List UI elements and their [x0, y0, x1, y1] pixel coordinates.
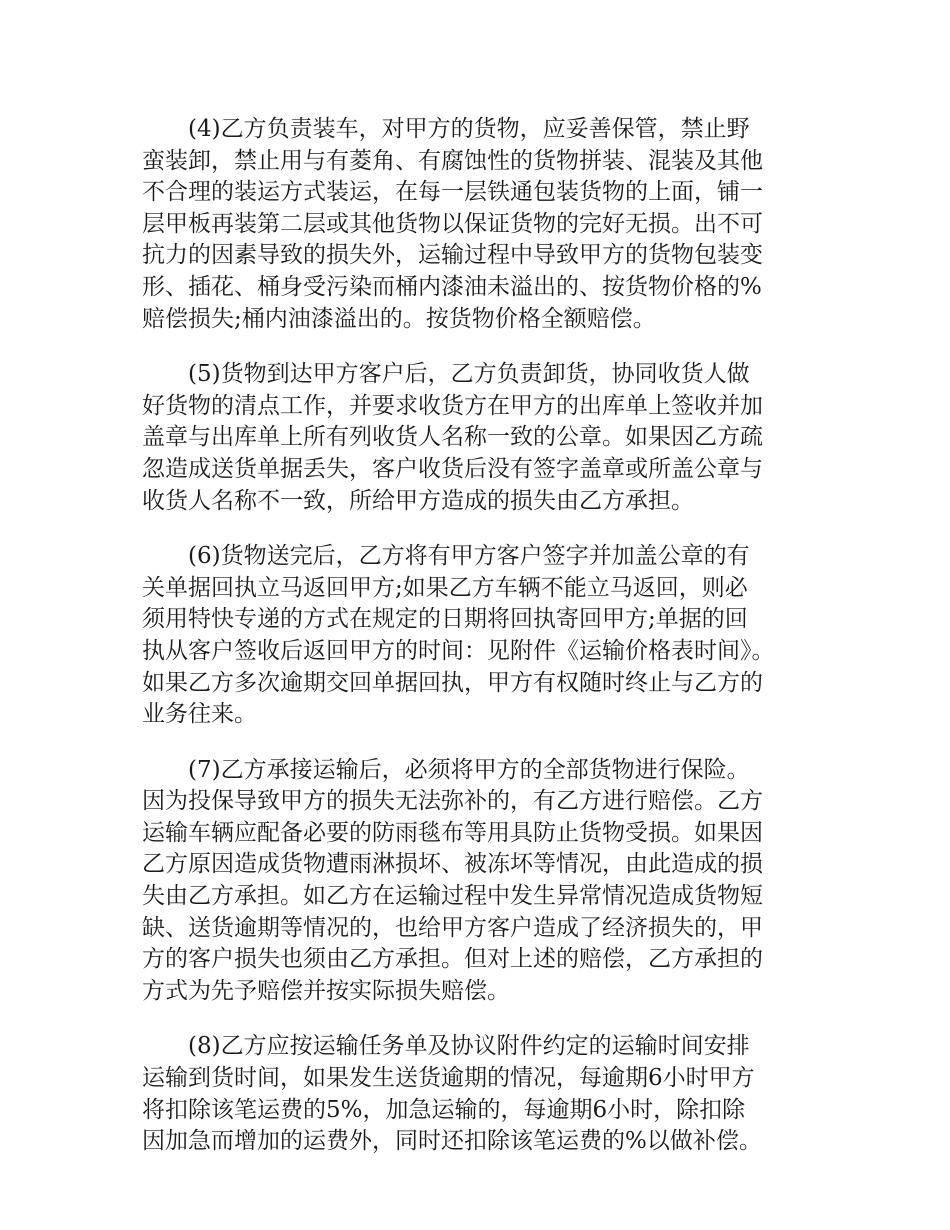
paragraph-5 — [142, 359, 822, 517]
paragraph-line: 蛮装卸，禁止用与有菱角、有腐蚀性的货物拼装、混装及其他 — [142, 147, 763, 174]
paragraph-line: 业务往来。 — [142, 701, 257, 728]
paragraph-line: 形、插花、桶身受污染而桶内漆油未溢出的、按货物价格的% — [142, 273, 762, 300]
paragraph-line: 方式为先予赔偿并按实际损失赔偿。 — [142, 977, 510, 1004]
paragraph-line: 失由乙方承担。如乙方在运输过程中发生异常情况造成货物短 — [142, 883, 763, 910]
paragraph-line: 乙方原因造成货物遭雨淋损坏、被冻坏等情况，由此造成的损 — [142, 851, 763, 878]
paragraph-line: (4)乙方负责装车，对甲方的货物，应妥善保管，禁止野 — [188, 116, 750, 142]
paragraph-line: 执从客户签收后返回甲方的时间：见附件《运输价格表时间》。 — [142, 637, 775, 664]
paragraph-line: 因加急而增加的运费外，同时还扣除该笔运费的%以做补偿。 — [142, 1128, 762, 1155]
paragraph-line: 层甲板再装第二层或其他货物以保证货物的完好无损。出不可 — [142, 210, 763, 237]
paragraph-line: 如果乙方多次逾期交回单据回执，甲方有权随时终止与乙方的 — [142, 669, 763, 696]
paragraph-line: 须用特快专递的方式在规定的日期将回执寄回甲方;单据的回 — [142, 606, 748, 633]
paragraph-line: 关单据回执立马返回甲方;如果乙方车辆不能立马返回，则必 — [142, 574, 748, 601]
paragraph-8 — [142, 1031, 822, 1157]
paragraph-6 — [142, 541, 822, 731]
paragraph-line: 因为投保导致甲方的损失无法弥补的，有乙方进行赔偿。乙方 — [142, 788, 763, 815]
paragraph-line: 不合理的装运方式装运，在每一层铁通包装货物的上面，铺一 — [142, 179, 763, 206]
paragraph-line: 方的客户损失也须由乙方承担。但对上述的赔偿，乙方承担的 — [142, 946, 763, 973]
document-page — [142, 114, 822, 1182]
paragraph-line: 收货人名称不一致，所给甲方造成的损失由乙方承担。 — [142, 487, 694, 514]
paragraph-line: (7)乙方承接运输后，必须将甲方的全部货物进行保险。 — [188, 756, 750, 783]
paragraph-line: 运输到货时间，如果发生送货逾期的情况，每逾期6小时甲方 — [142, 1065, 755, 1092]
paragraph-line: 运输车辆应配备必要的防雨毯布等用具防止货物受损。如果因 — [142, 819, 763, 846]
paragraph-7 — [142, 755, 822, 1008]
paragraph-line: 缺、送货逾期等情况的，也给甲方客户造成了经济损失的，甲 — [142, 914, 763, 941]
paragraph-line: (8)乙方应按运输任务单及协议附件约定的运输时间安排 — [188, 1033, 750, 1060]
paragraph-line: 忽造成送货单据丢失，客户收货后没有签字盖章或所盖公章与 — [142, 455, 763, 482]
paragraph-line: (6)货物送完后，乙方将有甲方客户签字并加盖公章的有 — [188, 543, 750, 570]
paragraph-line: 好货物的清点工作，并要求收货方在甲方的出库单上签收并加 — [142, 392, 763, 419]
paragraph-line: (5)货物到达甲方客户后，乙方负责卸货，协同收货人做 — [188, 361, 750, 388]
paragraph-line: 盖章与出库单上所有列收货人名称一致的公章。如果因乙方疏 — [142, 424, 763, 451]
paragraph-line: 抗力的因素导致的损失外，运输过程中导致甲方的货物包装变 — [142, 242, 763, 269]
paragraph-line: 赔偿损失;桶内油漆溢出的。按货物价格全额赔偿。 — [142, 305, 656, 332]
paragraph-4 — [142, 114, 822, 335]
paragraph-line: 将扣除该笔运费的5%，加急运输的，每逾期6小时，除扣除 — [142, 1096, 746, 1123]
